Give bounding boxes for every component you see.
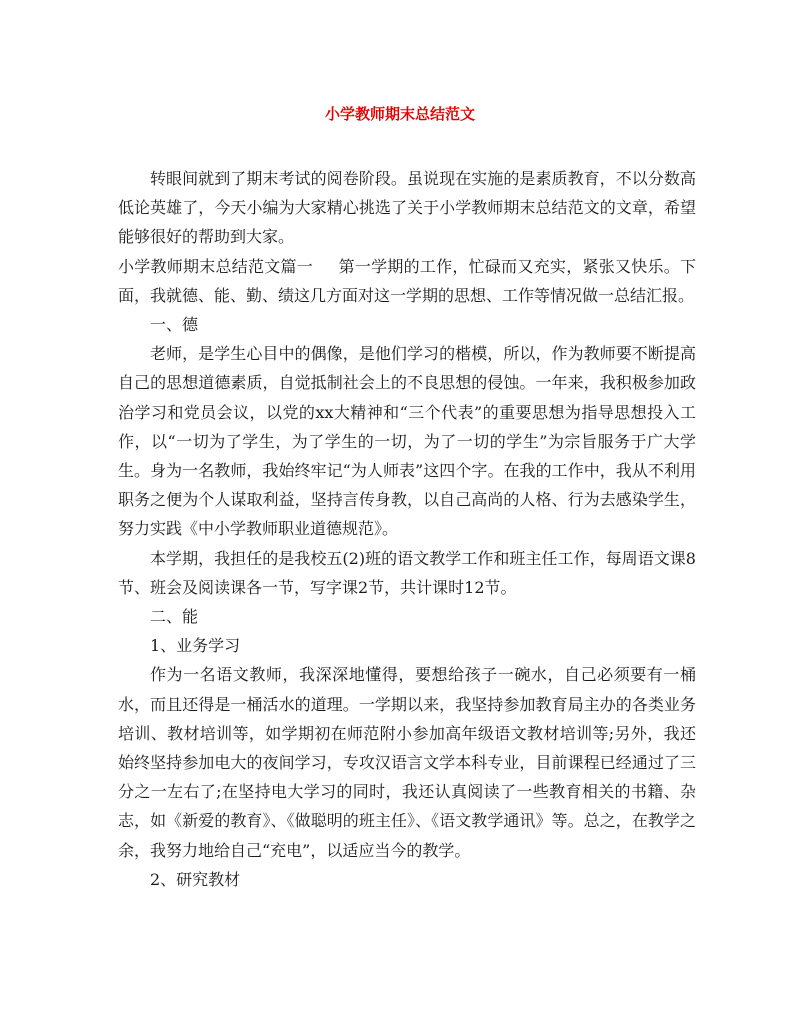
section-heading-virtue: 一、德 <box>150 315 199 335</box>
intro-paragraph: 转眼间就到了期末考试的阅卷阶段。虽说现在实施的是素质教育，不以分数高低论英雄了，今天小编为大家精心挑选了关于小学教师期末总结范文的文章，希望能够很好的帮助到大家。 <box>118 169 696 247</box>
virtue-paragraph-1: 老师，是学生心目中的偶像，是他们学习的楷模，所以，作为教师要不断提高自己的思想道德素质，自觉抵制社会上的不良思想的侵蚀。一年来，我积极参加政治学习和党员会议，以党的xx大精神和“三个代表”的重要思想为指导思想投入工作，以“一切为了学生，为了学生的一切，为了一切的学生”为宗旨服务于广大学生。身为一名教师，我始终牢记“为人师表”这四个字。在我的工作中，我从不利用职务之便为个人谋取利益，坚持言传身教，以自己高尚的人格、行为去感染学生，努力实践《中小学教师职业道德规范》。 <box>118 344 696 539</box>
virtue-paragraph-2: 本学期，我担任的是我校五(2)班的语文教学工作和班主任工作，每周语文课8节、班会及阅读课各一节，写字课2节，共计课时12节。 <box>118 548 696 597</box>
document-title: 小学教师期末总结范文 <box>324 105 475 123</box>
article-lead-text: 第一学期的工作，忙碌而又充实，紧张又快乐。下面，我就德、能、勤、绩这几方面对这一学期的思想、工作等情况做一总结汇报。 <box>118 256 696 305</box>
study-paragraph: 作为一名语文教师，我深深地懂得，要想给孩子一碗水，自己必须要有一桶水，而且还得是一桶活水的道理。一学期以来，我坚持参加教育局主办的各类业务培训、教材培训等，如学期初在师范附小参加高年级语文教材培训等;另外，我还始终坚持参加电大的夜间学习，专攻汉语言文学本科专业，目前课程已经通过了三分之一左右了;在坚持电大学习的同时，我还认真阅读了一些教育相关的书籍、杂志，如《新爱的教育》、《做聪明的班主任》、《语文教学通讯》等。总之，在教学之余，我努力地给自己“充电”，以适应当今的教学。 <box>118 665 696 860</box>
article-title: 小学教师期末总结范文篇一 <box>118 256 314 276</box>
subsection-heading-study: 1、业务学习 <box>150 636 241 656</box>
document-body <box>118 164 696 894</box>
subsection-heading-materials: 2、研究教材 <box>150 869 241 889</box>
section-heading-ability: 二、能 <box>150 607 199 627</box>
article-lead-paragraph <box>118 252 696 310</box>
